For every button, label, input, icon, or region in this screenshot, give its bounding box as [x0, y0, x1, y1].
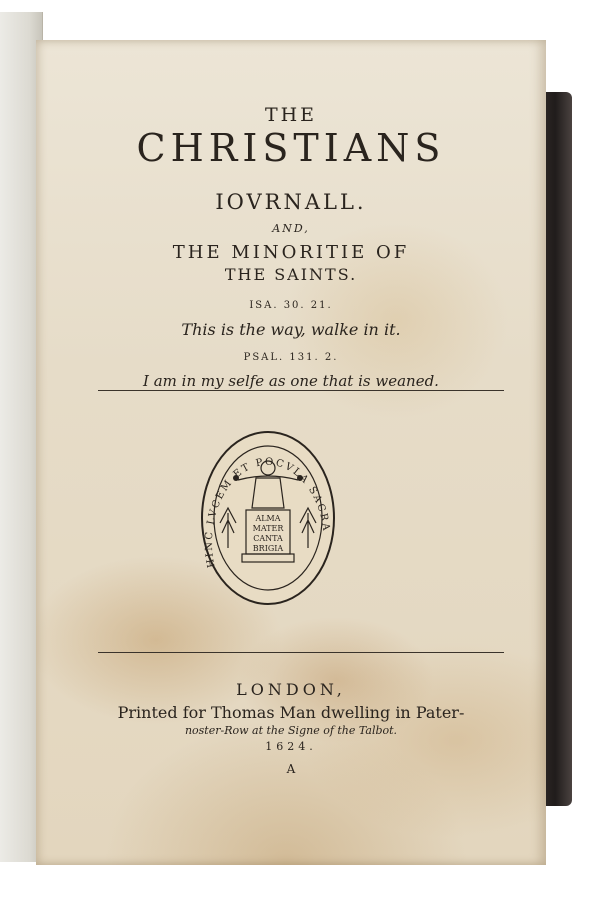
seal-inner-text-line4: BRIGIA [252, 544, 284, 553]
seal-inner-text-line2: MATER [252, 524, 284, 533]
title-the: THE [264, 104, 318, 126]
seal-inner-text-line1: ALMA [255, 514, 281, 523]
imprint-year: 1624. [265, 740, 317, 753]
title-and: AND, [272, 222, 310, 235]
title-saints: THE SAINTS. [224, 265, 358, 284]
imprint-line-2: noster-Row at the Signe of the Talbot. [184, 724, 398, 737]
imprint-city: LONDON, [236, 680, 346, 699]
divider-top [98, 390, 504, 391]
title-minoritie: THE MINORITIE OF [172, 242, 410, 263]
title-christians: CHRISTIANS [136, 126, 446, 170]
scripture-quote-isaiah: This is the way, walke in it. [181, 320, 401, 339]
seal-outer-text: HINC LVCEM ET POCVLA SACRA [203, 456, 332, 569]
imprint-line-1: Printed for Thomas Man dwelling in Pater- [117, 703, 465, 722]
title-journall: IOVRNALL. [215, 190, 367, 214]
scripture-ref-isaiah: ISA. 30. 21. [249, 300, 333, 311]
scripture-ref-psalm: PSAL. 131. 2. [243, 352, 339, 363]
cambridge-seal-device [198, 428, 338, 608]
title-page [36, 40, 546, 865]
seal-inner-text-line3: CANTA [253, 534, 283, 543]
signature-mark: A [286, 762, 296, 776]
scripture-quote-psalm: I am in my selfe as one that is weaned. [143, 372, 439, 390]
divider-bottom [98, 652, 504, 653]
